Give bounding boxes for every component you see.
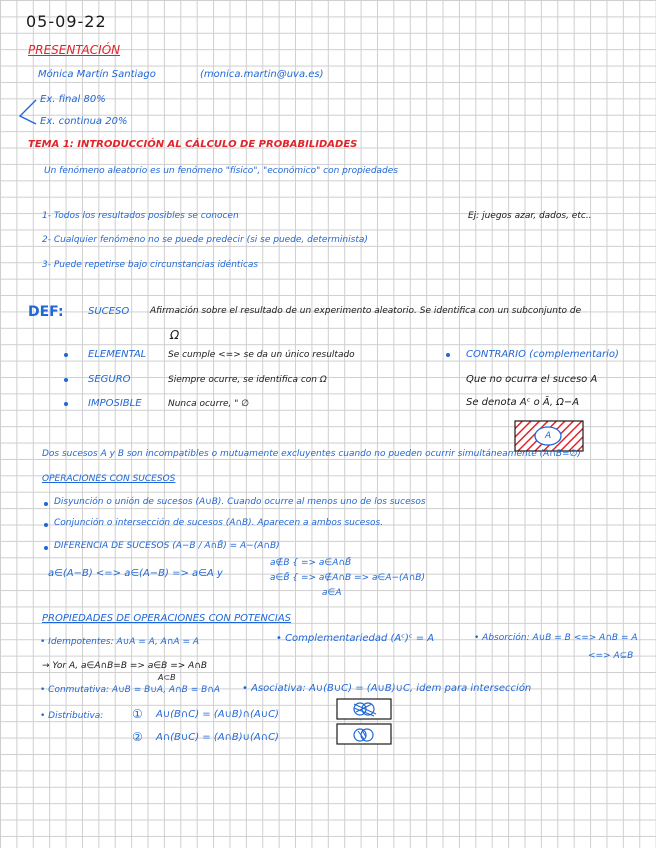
bullet [44, 523, 48, 527]
tema-heading: TEMA 1: INTRODUCCIÓN AL CÁLCULO DE PROBABILIDADES [28, 139, 358, 150]
date: 05-09-22 [26, 12, 107, 31]
distributive-venn-2 [336, 723, 392, 745]
distributive-venn-1 [336, 698, 392, 720]
dist-formula-2: A∩(B∪C) = (A∩B)∪(A∩C) [156, 732, 279, 743]
prop-conmutativa: • Conmutativa: A∪B = B∪A, A∩B = B∩A [40, 685, 221, 695]
event-seguro-name: SEGURO [88, 374, 131, 385]
example-note: Ej: juegos azar, dados, etc.. [468, 211, 592, 221]
prop-distributiva: • Distributiva: [40, 711, 104, 721]
contrario-name: CONTRARIO (complementario) [466, 349, 619, 360]
teacher-email: (monica.martin@uva.es) [200, 69, 324, 80]
operaciones-title: OPERACIONES CON SUCESOS [42, 474, 176, 484]
dist-formula-1: A∪(B∩C) = (A∪B)∩(A∪C) [156, 709, 279, 720]
prop-absorcion: • Absorción: A∪B = B <=> A∩B = A [474, 633, 638, 643]
contrario-line2: Se denota Aᶜ o Ā, Ω−A [466, 397, 580, 408]
prop-asociativa: • Asociativa: A∪(B∪C) = (A∪B)∪C, idem para intersección [242, 683, 532, 694]
prop-idempotentes: • Idempotentes: A∪A = A, A∩A = A [40, 637, 200, 647]
teacher-name: Mónica Martín Santiago [38, 69, 156, 80]
grading-continuous: Ex. continua 20% [40, 116, 128, 127]
presentacion-heading: PRESENTACIÓN [28, 43, 121, 57]
event-imposible-name: IMPOSIBLE [88, 398, 142, 409]
def-term: SUCESO [88, 306, 130, 317]
operacion-diferencia: DIFERENCIA DE SUCESOS (A−B / A∩B̄) = A−(A∩B) [54, 541, 280, 551]
operacion-union: Disyunción o unión de sucesos (A∪B). Cuando ocurre al menos uno de los sucesos [54, 497, 426, 507]
property-1: 1- Todos los resultados posibles se conocen [42, 211, 239, 221]
bullet [64, 353, 68, 357]
event-elemental-desc: Se cumple <=> se da un único resultado [168, 350, 355, 360]
operacion-interseccion: Conjunción o intersección de sucesos (A∩B). Aparecen a ambos sucesos. [54, 518, 384, 528]
property-3: 3- Puede repetirse bajo circunstancias idénticas [42, 260, 259, 270]
def-text: Afirmación sobre el resultado de un experimento aleatorio. Se identifica con un subconjunto de [150, 306, 582, 316]
def-label: DEF: [28, 304, 64, 320]
property-2: 2- Cualquier fenómeno no se puede predecir (si se puede, determinista) [42, 235, 368, 245]
formula-branch-1: a∉B { => a∈A∩B̄ [270, 558, 352, 568]
bullet [64, 378, 68, 382]
bullet [44, 502, 48, 506]
event-seguro-desc: Siempre ocurre, se identifica con Ω [168, 375, 327, 385]
def-omega: Ω [170, 328, 180, 342]
grading-final: Ex. final 80% [40, 94, 106, 105]
venn-label-a: A [545, 431, 552, 441]
bullet [44, 546, 48, 550]
incompatible-text: Dos sucesos A y B son incompatibles o mutuamente excluyentes cuando no pueden ocurrir simultáneamente (A∩B=∅) [42, 449, 581, 459]
event-elemental-name: ELEMENTAL [88, 349, 147, 360]
prop-implica: → Yor A, a∈A∩B=B => a∈B => A∩B [42, 661, 208, 671]
bullet [446, 353, 450, 357]
grading-arrow [10, 94, 40, 134]
event-imposible-desc: Nunca ocurre, " ∅ [168, 399, 250, 409]
prop-absorcion-2: <=> A⊆B [588, 651, 634, 661]
random-phenomenon: Un fenómeno aleatorio es un fenómeno "físico", "económico" con propiedades [44, 166, 398, 176]
contrario-line1: Que no ocurra el suceso A [466, 374, 598, 385]
dist-number-1: ① [132, 707, 143, 721]
bullet [64, 402, 68, 406]
propiedades-title: PROPIEDADES DE OPERACIONES CON POTENCIAS [42, 613, 292, 624]
prop-complementariedad: • Complementariedad (Aᶜ)ᶜ = A [276, 633, 435, 644]
formula-branch-2: a∈B̄ { => a∉A∩B => a∈A−(A∩B) [270, 573, 425, 583]
prop-implica-sub: A⊂B [158, 673, 176, 682]
formula-branch-3: a∈A [322, 588, 342, 598]
dist-number-2: ② [132, 730, 143, 744]
formula-diferencia: a∈(A−B) <=> a∈(A−B) => a∈A y [48, 568, 223, 579]
